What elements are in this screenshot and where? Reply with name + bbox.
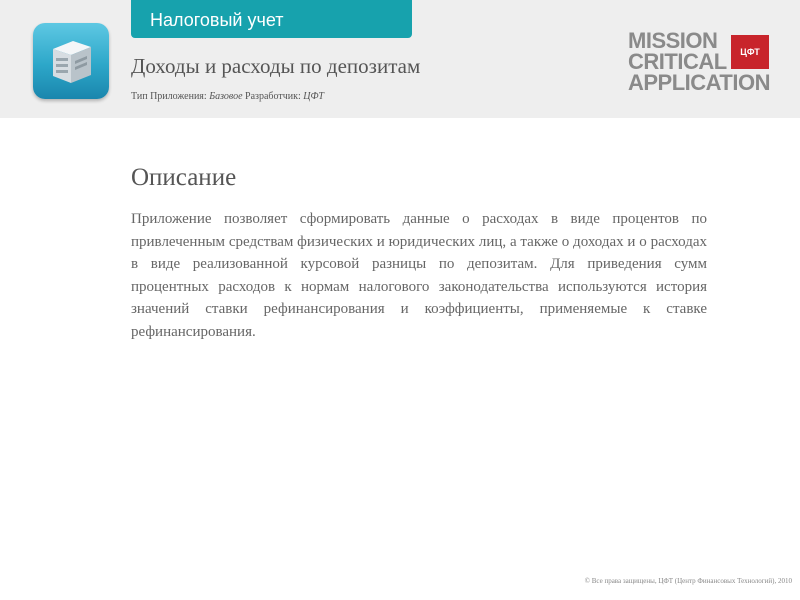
developer-value: ЦФТ: [303, 91, 324, 102]
category-label: Налоговый учет: [150, 10, 284, 30]
brand-line-2: CRITICAL: [628, 49, 727, 74]
brand-badge: ЦФТ: [731, 35, 769, 69]
brand-line-3: APPLICATION: [628, 70, 770, 95]
type-label: Тип Приложения:: [131, 91, 207, 102]
section-title: Описание: [131, 164, 237, 191]
developer-label: Разработчик:: [245, 91, 301, 102]
brand-line-1: MISSION: [628, 28, 718, 53]
app-meta: [131, 91, 324, 102]
description-text: Приложение позволяет сформировать данные о расходах в виде процентов по привлеченным средствам физических и юридических лиц, а также о доходах и о расходах в виде реализованной курсовой разницы по депозитам. Для приведения сумм процентных расходов к нормам налогового законодательства используются история значений ставки рефинансирования и коэффициенты, применяемые к ставке рефинансирования.: [131, 211, 707, 340]
app-title: Доходы и расходы по депозитам: [131, 54, 421, 78]
footer-copyright: © Все права защищены, ЦФТ (Центр Финансовых Технологий), 2010: [584, 577, 792, 585]
type-value: Базовое: [209, 91, 243, 102]
server-box-icon: [33, 23, 109, 99]
